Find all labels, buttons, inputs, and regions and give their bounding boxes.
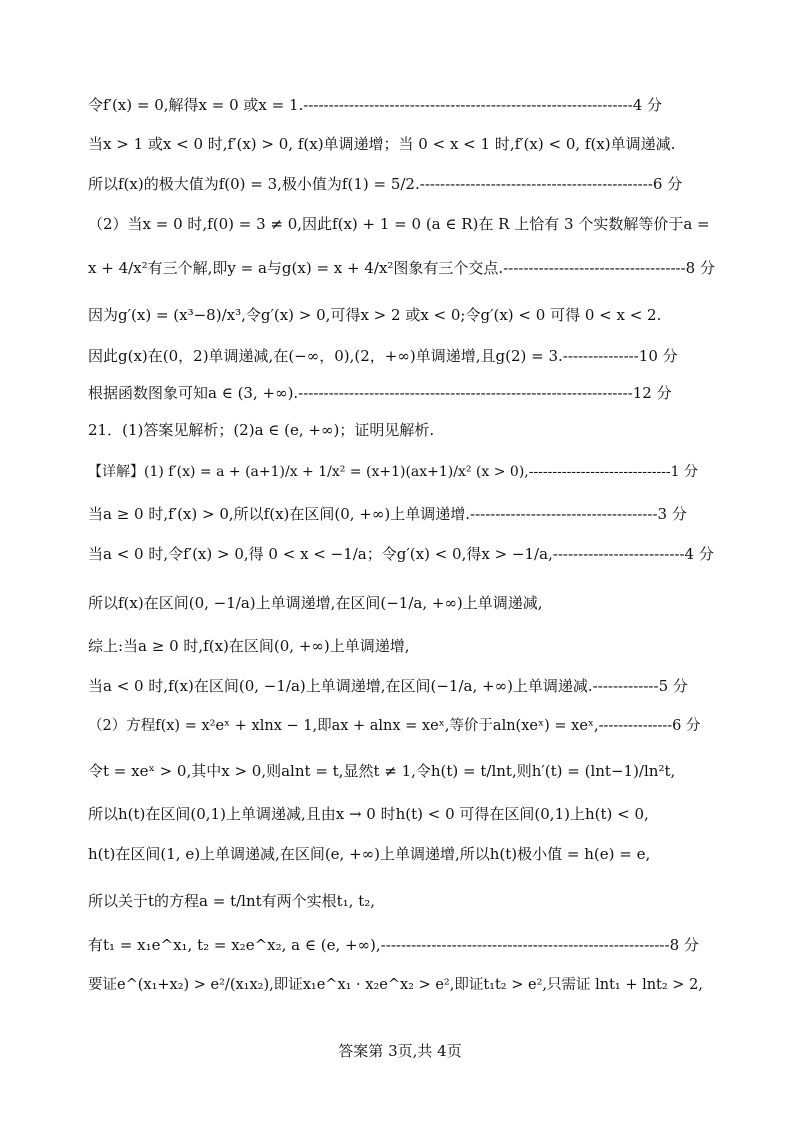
text-line-13: 所以f(x)在区间(0, −1/a)上单调递增,在区间(−1/a, +∞)上单调递减, (88, 594, 543, 612)
text-line-5: x + 4/x²有三个解,即y = a与g(x) = x + 4/x²图象有三个交点.------------------------------------8 分 (88, 259, 715, 277)
text-line-11: 当a ≥ 0 时,f′(x) > 0,所以f(x)在区间(0, +∞)上单调递增.-------------------------------------3 分 (88, 505, 687, 523)
text-line-14: 综上:当a ≥ 0 时,f(x)在区间(0, +∞)上单调递增, (88, 637, 410, 655)
text-line-7: 因此g(x)在(0，2)单调递减,在(−∞，0),(2，+∞)单调递增,且g(2) = 3.---------------10 分 (88, 347, 678, 365)
page-footer: 答案第 3页,共 4页 (338, 1042, 462, 1060)
text-line-2: 当x > 1 或x < 0 时,f′(x) > 0, f(x)单调递增；当 0 < x < 1 时,f′(x) < 0, f(x)单调递减. (88, 135, 676, 153)
text-line-3: 所以f(x)的极大值为f(0) = 3,极小值为f(1) = 5/2.----------------------------------------------6 分 (88, 175, 683, 193)
text-line-17: 令t = xeˣ > 0,其中x > 0,则alnt = t,显然t ≠ 1,令h(t) = t/lnt,则h′(t) = (lnt−1)/ln²t, (88, 762, 676, 780)
text-line-21: 有t₁ = x₁e^x₁, t₂ = x₂e^x₂, a ∈ (e, +∞),---------------------------------------------------------8 分 (88, 936, 699, 954)
text-line-19: h(t)在区间(1, e)上单调递减,在区间(e, +∞)上单调递增,所以h(t)极小值 = h(e) = e, (88, 845, 651, 863)
text-line-1: 令f′(x) = 0,解得x = 0 或x = 1.-----------------------------------------------------------------4 分 (88, 96, 663, 114)
text-line-12: 当a < 0 时,令f′(x) > 0,得 0 < x < −1/a；令g′(x) < 0,得x > −1/a,--------------------------4 分 (88, 545, 714, 563)
text-line-8: 根据函数图象可知a ∈ (3, +∞).------------------------------------------------------------------12 分 (88, 384, 672, 402)
text-line-9: 21．(1)答案见解析；(2)a ∈ (e, +∞)；证明见解析. (88, 421, 435, 439)
text-line-6: 因为g′(x) = (x³−8)/x³,令g′(x) > 0,可得x > 2 或x < 0;令g′(x) < 0 可得 0 < x < 2. (88, 306, 662, 324)
text-line-16: （2）方程f(x) = x²eˣ + xlnx − 1,即ax + alnx = xeˣ,等价于aln(xeˣ) = xeˣ,---------------6 分 (88, 718, 701, 734)
text-line-18: 所以h(t)在区间(0,1)上单调递减,且由x → 0 时h(t) < 0 可得在区间(0,1)上h(t) < 0, (88, 805, 649, 823)
text-line-15: 当a < 0 时,f(x)在区间(0, −1/a)上单调递增,在区间(−1/a, +∞)上单调递减.-------------5 分 (88, 677, 688, 695)
text-line-4: （2）当x = 0 时,f(0) = 3 ≠ 0,因此f(x) + 1 = 0 (a ∈ R)在 R 上恰有 3 个实数解等价于a = (88, 215, 710, 233)
text-line-22: 要证e^(x₁+x₂) > e²/(x₁x₂),即证x₁e^x₁ · x₂e^x₂ > e²,即证t₁t₂ > e²,只需证 lnt₁ + lnt₂ > 2, (88, 977, 703, 993)
text-line-10: 【详解】(1) f′(x) = a + (a+1)/x + 1/x² = (x+1)(ax+1)/x² (x > 0),------------------------------1 分 (88, 464, 698, 480)
text-line-20: 所以关于t的方程a = t/lnt有两个实根t₁, t₂, (88, 892, 376, 910)
